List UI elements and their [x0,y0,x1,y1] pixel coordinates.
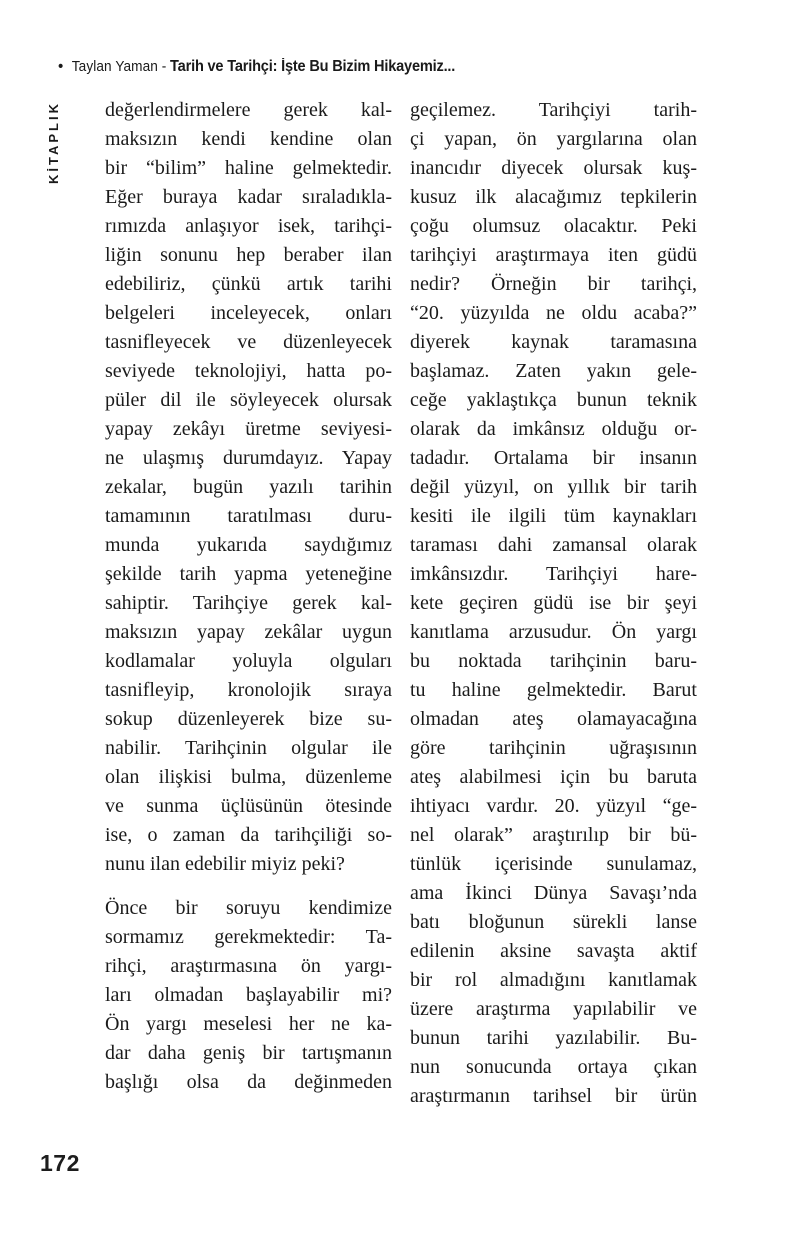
text-line: nabilir. Tarihçinin olgular ile [105,737,392,759]
text-line: kanıtlama arzusudur. Ön yargı [410,621,697,643]
text-line: araştırmanın tarihsel bir ürün [410,1085,697,1107]
page-number: 172 [40,1150,80,1176]
text-line: maksızın kendi kendine olan [105,128,392,150]
text-line: bir “bilim” haline gelmektedir. [105,157,392,179]
text-line: seviyede teknolojiyi, hatta po- [105,360,392,382]
text-line: edebiliriz, çünkü artık tarihi [105,273,392,295]
text-line: tamamının taratılması duru- [105,505,392,527]
text-line: inancıdır diyecek olursak kuş- [410,157,697,179]
text-line: nel olarak” araştırılıp bir bü- [410,824,697,846]
text-line: Eğer buraya kadar sıraladıkla- [105,186,392,208]
paragraph [105,96,392,879]
text-line: üzere araştırma yapılabilir ve [410,998,697,1020]
text-line: tasnifleyip, kronolojik sıraya [105,679,392,701]
text-line: munda yukarıda saydığımız [105,534,392,556]
text-line: tarihçiyi araştırmaya iten güdü [410,244,697,266]
text-line: ceğe yaklaştıkça bunun teknik [410,389,697,411]
column-right [410,96,697,1111]
header-separator: - [161,59,167,75]
text-line: zekalar, bugün yazılı tarihin [105,476,392,498]
text-line: liğin sonunu hep beraber ilan [105,244,392,266]
text-line: değerlendirmelere gerek kal- [105,99,392,121]
book-title: Tarih ve Tarihçi: İşte Bu Bizim Hikayemiz... [170,58,456,75]
text-line: nun sonucunda ortaya çıkan [410,1056,697,1078]
text-line: kusuz ilk alacağımız tepkilerin [410,186,697,208]
author-name: Taylan Yaman [71,59,158,75]
running-header [58,58,455,76]
text-line: nunu ilan edebilir miyiz peki? [105,853,345,875]
bullet-icon: • [58,58,64,75]
text-line: dar daha geniş bir tartışmanın [105,1042,392,1064]
text-line: geçilemez. Tarihçiyi tarih- [410,99,697,121]
text-line: ise, o zaman da tarihçiliği so- [105,824,392,846]
text-line: başlığı olsa da değinmeden [105,1071,392,1093]
text-line: batı bloğunun sürekli lanse [410,911,697,933]
text-line: olarak da imkânsız olduğu or- [410,418,697,440]
text-line: ateş alabilmesi için bu baruta [410,766,697,788]
text-line: diyerek kaynak taramasına [410,331,697,353]
text-line: maksızın yapay zekâlar uygun [105,621,392,643]
text-line: tünlük içerisinde sunulamaz, [410,853,697,875]
text-line: “20. yüzyılda ne oldu acaba?” [410,302,697,324]
text-line: kesiti ile ilgili tüm kaynakları [410,505,697,527]
text-line: bir rol almadığını kanıtlamak [410,969,697,991]
text-line: ve sunma üçlüsünün ötesinde [105,795,392,817]
text-line: başlamaz. Zaten yakın gele- [410,360,697,382]
text-line: çi yapan, ön yargılarına olan [410,128,697,150]
text-line: tasnifleyecek ve düzenleyecek [105,331,392,353]
text-columns [105,96,697,1111]
text-line: sokup düzenleyerek bize su- [105,708,392,730]
paragraph [410,96,697,1111]
text-line: tu haline gelmektedir. Barut [410,679,697,701]
text-line: çoğu olumsuz olacaktır. Peki [410,215,697,237]
text-line: sahiptir. Tarihçiye gerek kal- [105,592,392,614]
text-line: kodlamalar yoluyla olguları [105,650,392,672]
text-line: rımızda anlaşıyor isek, tarihçi- [105,215,392,237]
text-line: bu noktada tarihçinin baru- [410,650,697,672]
text-line: taraması dahi zamansal olarak [410,534,697,556]
text-line: belgeleri inceleyecek, onları [105,302,392,324]
paragraph [105,894,392,1097]
text-line: olmadan ateş olamayacağına [410,708,697,730]
text-line: göre tarihçinin uğraşısının [410,737,697,759]
text-line: ihtiyacı vardır. 20. yüzyıl “ge- [410,795,697,817]
column-left [105,96,392,1111]
text-line: bunun tarihi yazılabilir. Bu- [410,1027,697,1049]
text-line: imkânsızdır. Tarihçiyi hare- [410,563,697,585]
text-line: Ön yargı meselesi her ne ka- [105,1013,392,1035]
text-line: ama İkinci Dünya Savaşı’nda [410,882,697,904]
text-line: ları olmadan başlayabilir mi? [105,984,392,1006]
text-line: olan ilişkisi bulma, düzenleme [105,766,392,788]
text-line: kete geçiren güdü ise bir şeyi [410,592,697,614]
text-line: Önce bir soruyu kendimize [105,897,392,919]
text-line: değil yüzyıl, on yıllık bir tarih [410,476,697,498]
text-line: edilenin aksine savaşta aktif [410,940,697,962]
text-line: nedir? Örneğin bir tarihçi, [410,273,697,295]
text-line: sormamız gerekmektedir: Ta- [105,926,392,948]
text-line: yapay zekâyı üretme seviyesi- [105,418,392,440]
text-line: şekilde tarih yapma yeteneğine [105,563,392,585]
text-line: ne ulaşmış durumdayız. Yapay [105,447,392,469]
section-label-kitaplik: KİTAPLIK [46,101,61,184]
text-line: rihçi, araştırmasına ön yargı- [105,955,392,977]
text-line: tadadır. Ortalama bir insanın [410,447,697,469]
text-line: püler dil ile söyleyecek olursak [105,389,392,411]
